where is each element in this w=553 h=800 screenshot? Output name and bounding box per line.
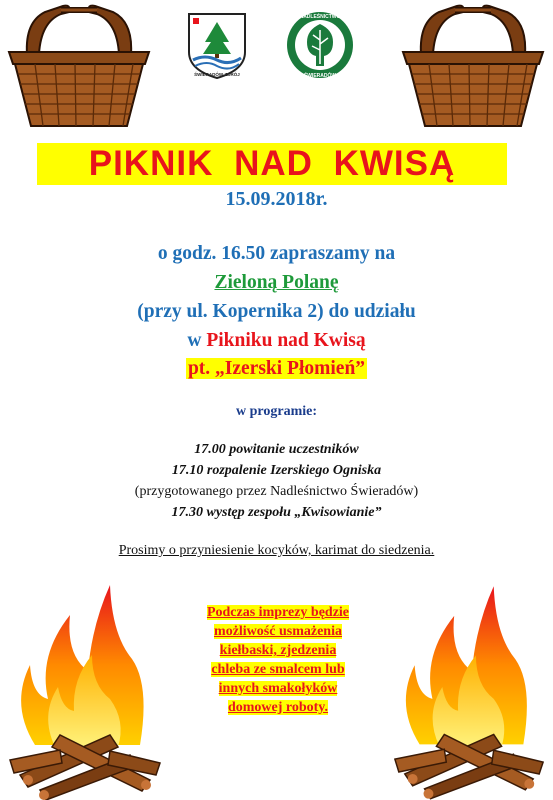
programme-item-2: 17.10 rozpalenie Izerskiego Ogniska [171,463,382,478]
event-subtitle: pt. „Izerski Płomień” [187,358,366,379]
notice-line: chleba ze smalcem lub [211,662,345,677]
programme-item-2-note: (przygotowanego przez Nadleśnictwo Świeradów) [134,484,419,499]
invite-subtitle-line [0,358,553,380]
food-notice [185,603,371,717]
svg-text:NADLEŚNICTWO: NADLEŚNICTWO [299,14,341,20]
picnic-basket-icon [5,2,153,132]
notice-line: innych smakołyków [218,681,338,696]
programme-item-1: 17.00 powitanie uczestników [194,442,359,457]
notice-line: kiełbaski, zjedzenia [219,643,337,658]
programme-heading: w programie: [236,404,317,419]
notice-line: możliwość usmażenia [214,624,342,639]
request-text: Prosimy o przyniesienie kocyków, karimat do siedzenia. [118,543,435,558]
campfire-icon [0,575,170,800]
programme-item-3: 17.30 występ zespołu „Kwisowianie” [171,505,382,520]
event-date: 15.09.2018r. [225,188,328,210]
svg-text:ŚWIERADÓW-ZDRÓJ: ŚWIERADÓW-ZDRÓJ [194,72,240,77]
forest-district-tree-logo-icon [285,8,355,82]
event-prefix: w [187,330,207,351]
invite-event-line [0,330,553,352]
invite-address-line: (przy ul. Kopernika 2) do udziału [137,301,416,322]
invite-time-line: o godz. 16.50 zapraszamy na [157,243,396,264]
invite-place-line [0,272,553,294]
picnic-basket-icon [398,2,548,132]
place-name: Zieloną Polanę [214,272,339,293]
notice-line: Podczas imprezy będzie [206,605,350,620]
notice-line: domowej roboty. [227,700,329,715]
event-name: Pikniku nad Kwisą [206,330,366,351]
svg-text:ŚWIERADÓW: ŚWIERADÓW [303,73,337,79]
campfire-icon [385,575,553,800]
municipal-coat-of-arms-icon [185,10,249,80]
page-title: PIKNIK NAD KWISĄ [37,143,507,185]
